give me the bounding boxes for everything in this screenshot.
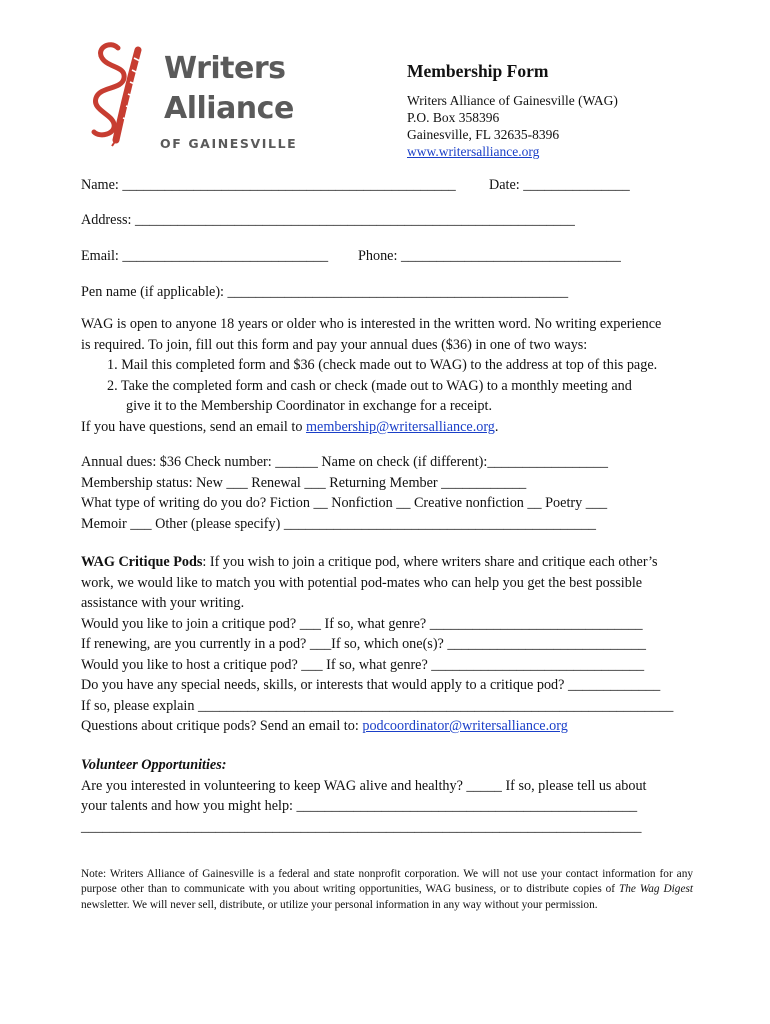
email-field[interactable]: Email: _____________________________ xyxy=(81,248,329,264)
join-option-2: 2. Take the completed form and cash or check (made out to WAG) to a monthly meeting and xyxy=(107,378,632,394)
questions-period: . xyxy=(494,419,499,435)
city-line: Gainesville, FL 32635-8396 xyxy=(407,127,560,142)
membership-status-line[interactable]: Membership status: New ___ Renewal ___ Returning Member ____________ xyxy=(81,475,527,491)
org-name: Writers Alliance of Gainesville (WAG) xyxy=(407,93,618,108)
critique-intro-line-2: work, we would like to match you with potential pod-mates who can help you get the best possible xyxy=(81,575,643,591)
join-option-1: 1. Mail this completed form and $36 (check made out to WAG) to the address at top of this page. xyxy=(107,357,658,373)
logo-line-writers: Writers xyxy=(164,51,286,86)
join-pod-line[interactable]: Would you like to join a critique pod? ___ If so, what genre? ______________________________ xyxy=(81,616,643,632)
critique-intro-line-1 xyxy=(81,553,658,572)
membership-email-link[interactable]: membership@writersalliance.org xyxy=(305,419,495,435)
volunteer-question-line[interactable]: Are you interested in volunteering to keep WAG alive and healthy? _____ If so, please tell us about xyxy=(81,778,647,794)
intro-line-1: WAG is open to anyone 18 years or older who is interested in the written word. No writing experience xyxy=(81,316,662,332)
renewing-pod-line[interactable]: If renewing, are you currently in a pod? ___If so, which one(s)? ____________________________ xyxy=(81,636,647,652)
privacy-note xyxy=(81,867,693,913)
special-needs-line[interactable]: Do you have any special needs, skills, or interests that would apply to a critique pod? _____________ xyxy=(81,677,661,693)
volunteer-talents-line[interactable]: your talents and how you might help: ________________________________________________ xyxy=(81,798,638,814)
quill-pen-icon xyxy=(86,42,166,147)
form-header xyxy=(407,60,747,160)
phone-field[interactable]: Phone: _______________________________ xyxy=(358,248,621,264)
critique-heading: WAG Critique Pods xyxy=(81,554,203,570)
questions-line xyxy=(81,418,498,437)
join-option-2-cont: give it to the Membership Coordinator in exchange for a receipt. xyxy=(126,398,493,414)
note-text: Note: Writers Alliance of Gainesville is a federal and state nonprofit corporation. We will not use your contact information for any purpose other than to communicate with you about writing opportunities, WAG business, or to distribute copies of xyxy=(81,868,693,896)
pen-name-field[interactable]: Pen name (if applicable): ________________________________________________ xyxy=(81,284,569,300)
date-field[interactable]: Date: _______________ xyxy=(489,177,630,193)
pod-questions-text: Questions about critique pods? Send an email to: xyxy=(81,718,363,734)
critique-intro-line-3: assistance with your writing. xyxy=(81,595,245,611)
critique-intro-text: : If you wish to join a critique pod, where writers share and critique each other’s xyxy=(202,554,658,570)
intro-line-2: is required. To join, fill out this form and pay your annual dues ($36) in one of two ways: xyxy=(81,337,588,353)
writers-alliance-logo xyxy=(86,40,296,160)
website-link[interactable]: www.writersalliance.org xyxy=(407,144,540,159)
po-box: P.O. Box 358396 xyxy=(407,110,500,125)
name-field[interactable]: Name: _______________________________________________ xyxy=(81,177,456,193)
pod-email-link[interactable]: podcoordinator@writersalliance.org xyxy=(362,718,568,734)
volunteer-extra-line[interactable]: _______________________________________________________________________________ xyxy=(81,819,642,835)
questions-text: If you have questions, send an email to xyxy=(81,419,306,435)
explain-line[interactable]: If so, please explain ___________________________________________________________________ xyxy=(81,698,674,714)
volunteer-heading: Volunteer Opportunities: xyxy=(81,757,227,773)
page-title: Membership Form xyxy=(407,61,549,81)
writing-type-line[interactable]: What type of writing do you do? Fiction __ Nonfiction __ Creative nonfiction __ Poetry ___ xyxy=(81,495,608,511)
logo-line-gainesville: OF GAINESVILLE xyxy=(160,136,298,151)
address-field[interactable]: Address: ______________________________________________________________ xyxy=(81,212,575,228)
newsletter-title: The Wag Digest xyxy=(619,883,693,896)
logo-line-alliance: Alliance xyxy=(164,91,294,126)
host-pod-line[interactable]: Would you like to host a critique pod? ___ If so, what genre? ______________________________ xyxy=(81,657,645,673)
annual-dues-line[interactable]: Annual dues: $36 Check number: ______ Name on check (if different):_________________ xyxy=(81,454,608,470)
pod-questions-line xyxy=(81,717,568,736)
note-text-end: newsletter. We will never sell, distribute, or utilize your personal information in any way without your permission. xyxy=(81,898,598,911)
writing-type-other-line[interactable]: Memoir ___ Other (please specify) ____________________________________________ xyxy=(81,516,597,532)
